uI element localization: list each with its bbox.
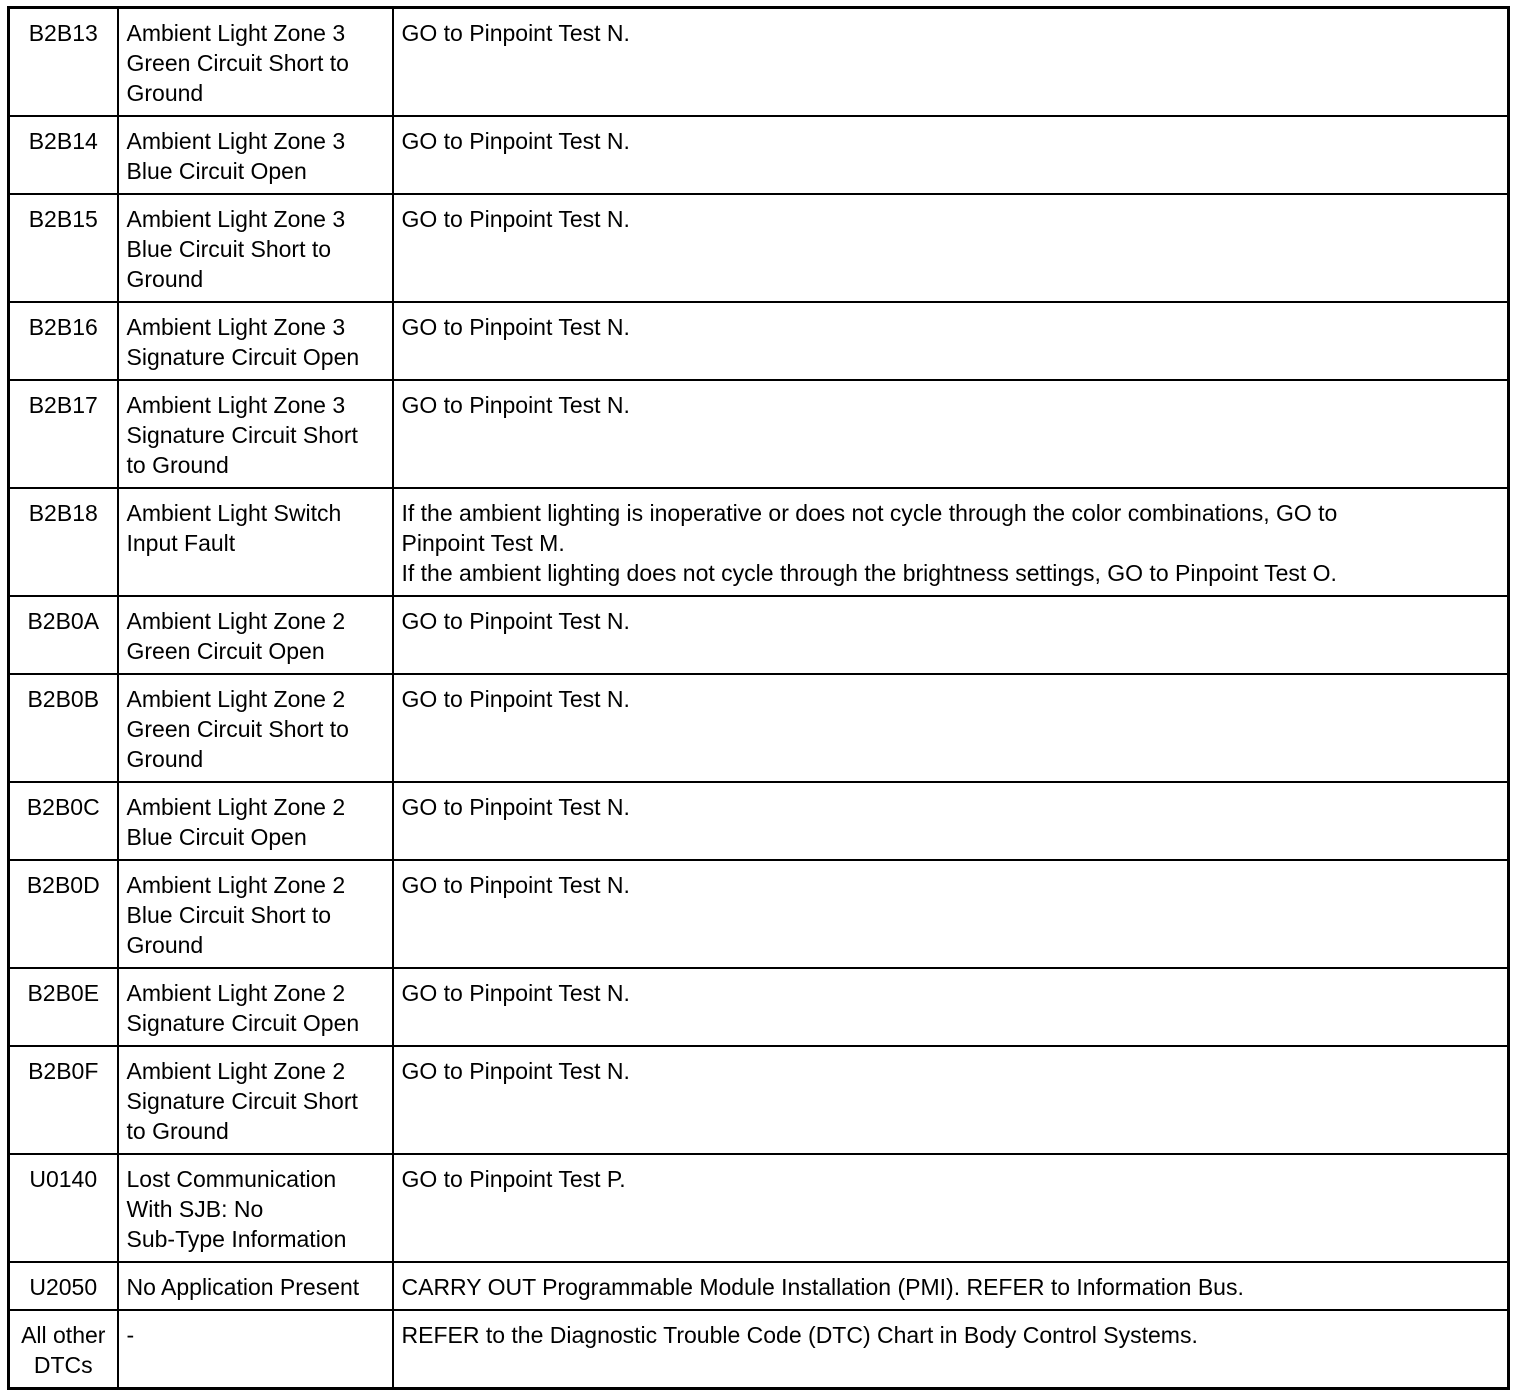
dtc-description-cell: Ambient Light Zone 3 Signature Circuit Short to Ground [118, 380, 393, 488]
table-row [9, 782, 1509, 860]
dtc-description-cell: Ambient Light Zone 2 Signature Circuit Short to Ground [118, 1046, 393, 1154]
table-row [9, 1310, 1509, 1389]
dtc-code-cell: U2050 [9, 1262, 118, 1310]
dtc-action-cell: GO to Pinpoint Test P. [393, 1154, 1509, 1262]
dtc-action-cell: GO to Pinpoint Test N. [393, 116, 1509, 194]
dtc-description-cell: Ambient Light Zone 3 Blue Circuit Short to Ground [118, 194, 393, 302]
table-row [9, 194, 1509, 302]
table-row [9, 302, 1509, 380]
dtc-code-cell: B2B0C [9, 782, 118, 860]
dtc-action-cell: GO to Pinpoint Test N. [393, 380, 1509, 488]
dtc-action-cell: GO to Pinpoint Test N. [393, 782, 1509, 860]
dtc-description-cell: Ambient Light Zone 2 Blue Circuit Short to Ground [118, 860, 393, 968]
dtc-code-cell: B2B0D [9, 860, 118, 968]
dtc-description-cell: Ambient Light Zone 2 Green Circuit Short to Ground [118, 674, 393, 782]
dtc-action-cell: GO to Pinpoint Test N. [393, 674, 1509, 782]
dtc-code-cell: B2B15 [9, 194, 118, 302]
dtc-code-cell: B2B18 [9, 488, 118, 596]
dtc-action-cell: If the ambient lighting is inoperative or does not cycle through the color combinations, GO to Pinpoint Test M. If the ambient lighting does not cycle through the brightness settings, GO to Pinpoint Test O. [393, 488, 1509, 596]
dtc-action-cell: GO to Pinpoint Test N. [393, 8, 1509, 117]
dtc-description-cell: Ambient Light Zone 2 Blue Circuit Open [118, 782, 393, 860]
dtc-description-cell: Lost Communication With SJB: No Sub-Type Information [118, 1154, 393, 1262]
dtc-action-cell: GO to Pinpoint Test N. [393, 194, 1509, 302]
table-row [9, 8, 1509, 117]
dtc-code-cell: B2B16 [9, 302, 118, 380]
dtc-description-cell: Ambient Light Zone 3 Green Circuit Short to Ground [118, 8, 393, 117]
table-row [9, 968, 1509, 1046]
table-row [9, 116, 1509, 194]
dtc-action-cell: GO to Pinpoint Test N. [393, 596, 1509, 674]
dtc-code-cell: All other DTCs [9, 1310, 118, 1389]
table-row [9, 674, 1509, 782]
dtc-table [7, 6, 1510, 1390]
dtc-code-cell: B2B14 [9, 116, 118, 194]
dtc-code-cell: B2B0F [9, 1046, 118, 1154]
dtc-action-cell: GO to Pinpoint Test N. [393, 302, 1509, 380]
dtc-action-cell: GO to Pinpoint Test N. [393, 1046, 1509, 1154]
dtc-table-body [9, 8, 1509, 1389]
dtc-description-cell: Ambient Light Zone 3 Blue Circuit Open [118, 116, 393, 194]
dtc-code-cell: B2B17 [9, 380, 118, 488]
dtc-action-cell: REFER to the Diagnostic Trouble Code (DTC) Chart in Body Control Systems. [393, 1310, 1509, 1389]
dtc-code-cell: B2B0B [9, 674, 118, 782]
dtc-code-cell: U0140 [9, 1154, 118, 1262]
table-row [9, 1262, 1509, 1310]
table-row [9, 488, 1509, 596]
dtc-code-cell: B2B0A [9, 596, 118, 674]
dtc-description-cell: Ambient Light Zone 3 Signature Circuit Open [118, 302, 393, 380]
table-row [9, 860, 1509, 968]
dtc-description-cell: Ambient Light Zone 2 Signature Circuit Open [118, 968, 393, 1046]
table-row [9, 1046, 1509, 1154]
dtc-code-cell: B2B13 [9, 8, 118, 117]
dtc-description-cell: Ambient Light Zone 2 Green Circuit Open [118, 596, 393, 674]
dtc-code-cell: B2B0E [9, 968, 118, 1046]
dtc-action-cell: CARRY OUT Programmable Module Installation (PMI). REFER to Information Bus. [393, 1262, 1509, 1310]
dtc-action-cell: GO to Pinpoint Test N. [393, 860, 1509, 968]
dtc-description-cell: No Application Present [118, 1262, 393, 1310]
dtc-action-cell: GO to Pinpoint Test N. [393, 968, 1509, 1046]
table-row [9, 1154, 1509, 1262]
dtc-description-cell: - [118, 1310, 393, 1389]
dtc-description-cell: Ambient Light Switch Input Fault [118, 488, 393, 596]
table-row [9, 380, 1509, 488]
table-row [9, 596, 1509, 674]
